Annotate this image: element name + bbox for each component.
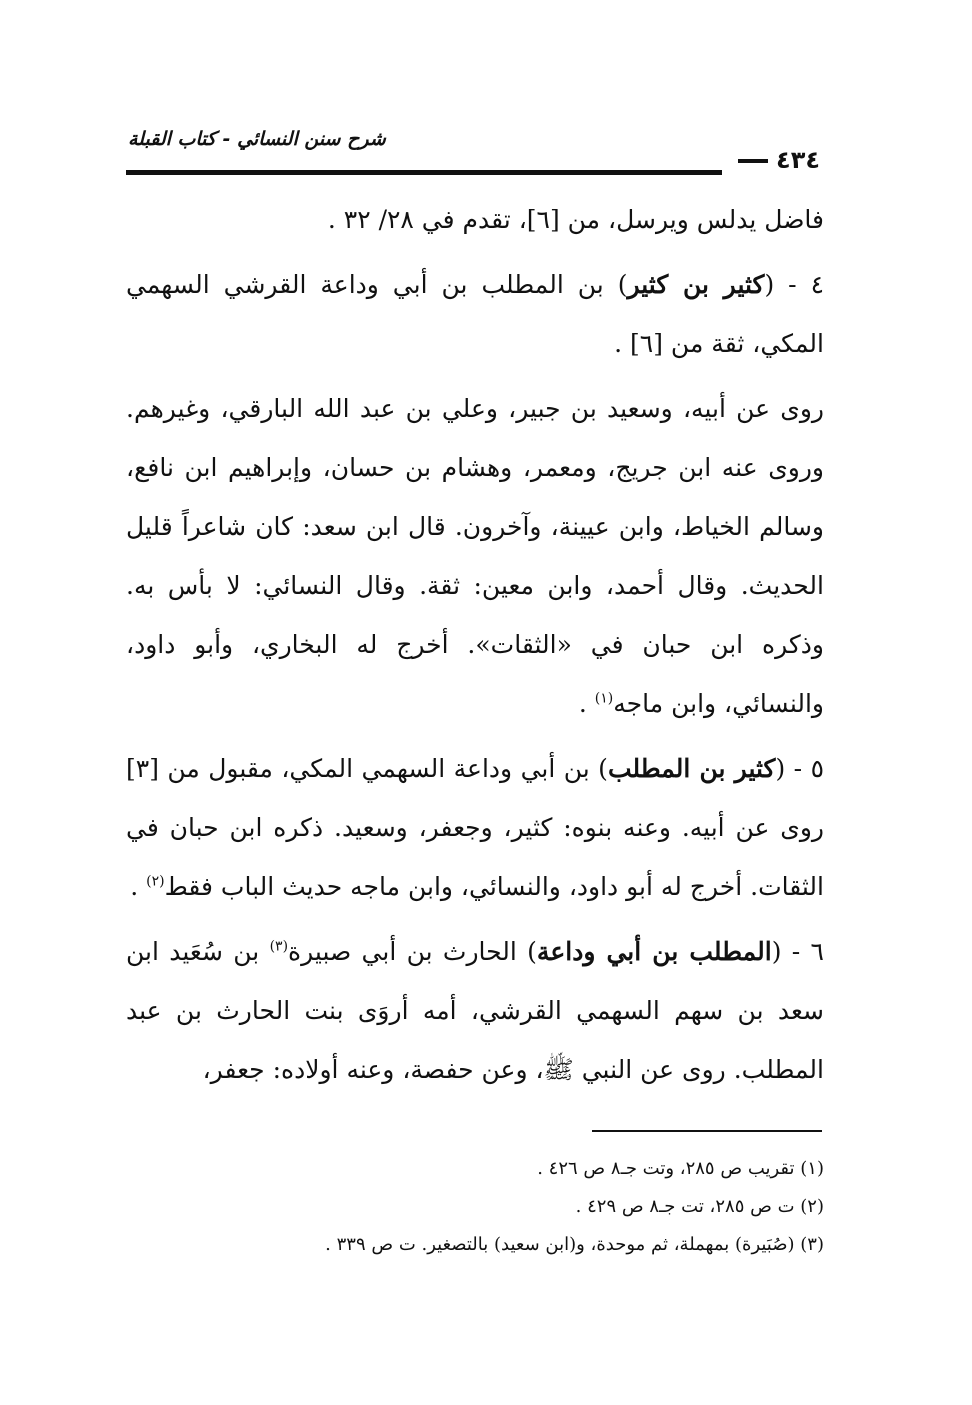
footnote-ref-1: (١) xyxy=(594,690,614,707)
paragraph-2 xyxy=(126,255,824,373)
paragraph-3 xyxy=(126,379,824,733)
paragraph-4-end: . xyxy=(130,872,147,901)
page-number-dash xyxy=(738,159,768,163)
footnotes xyxy=(126,1150,824,1264)
paragraph-4 xyxy=(126,739,824,916)
footnote-2: (٢) ت ص ٢٨٥، تت جـ٨ ص ٤٢٩ . xyxy=(575,1196,824,1217)
entry-text-6a: ) الحارث بن أبي صبيرة xyxy=(288,937,537,966)
entry-text-4: ) بن المطلب بن أبي وداعة القرشي السهمي المكي، ثقة من [٦] . xyxy=(126,270,824,358)
paragraph-3-end: . xyxy=(578,689,595,718)
entry-number-5: ٥ - ( xyxy=(775,754,824,783)
paragraph-5 xyxy=(126,922,824,1099)
entry-text-5: ) بن أبي وداعة السهمي المكي، مقبول من [٣] روى عن أبيه. وعنه بنوه: كثير، وجعفر، وسعيد. ذكره ابن حبان في الثقات. أخرج له أبو داود، والنسائي، وابن ماجه حديث الباب فقط xyxy=(126,754,824,901)
page-number-text: ٤٣٤ xyxy=(776,146,820,174)
footnote-rule xyxy=(592,1130,822,1132)
paragraph-1: فاضل يدلس ويرسل، من [٦]، تقدم في ٢٨/ ٣٢ . xyxy=(327,205,824,234)
biography-text: روى عن أبيه، وسعيد بن جبير، وعلي بن عبد الله البارقي، وغيرهم. وروى عنه ابن جريج، ومعمر، وهشام بن حسان، وإبراهيم ابن نافع، وسالم الخياط، وابن عيينة، وآخرون. قال ابن سعد: كان شاعراً قليل الحديث. وقال أحمد، وابن معين: ثقة. وقال النسائي: لا بأس به. وذكره ابن حبان في «الثقات». أخرج له البخاري، وأبو داود، والنسائي، وابن ماجه xyxy=(126,394,824,718)
entry-number-4: ٤ - ( xyxy=(764,270,824,299)
footnote-1: (١) تقريب ص ٢٨٥، وتت جـ٨ ص ٤٢٦ . xyxy=(537,1158,824,1179)
running-title: شرح سنن النسائي - كتاب القبلة xyxy=(128,128,386,150)
narrator-name-almuttalib: المطلب بن أبي وداعة xyxy=(536,937,772,966)
footnote-3: (٣) (صُبَيرة) بمهملة، ثم موحدة، و(ابن سعيد) بالتصغير. ت ص ٣٣٩ . xyxy=(325,1234,824,1255)
header-rule xyxy=(126,170,722,175)
narrator-name-kathir-bin-almuttalib: كثير بن المطلب xyxy=(607,754,776,783)
entry-number-6: ٦ - ( xyxy=(771,937,824,966)
page-number xyxy=(720,146,820,174)
entry-text-6b: بن سُعَيد ابن سعد بن سهم السهمي القرشي، أمه أروَى بنت الحارث بن عبد المطلب. روى عن النبي ﷺ، وعن حفصة، وعنه أولاده: جعفر، xyxy=(126,937,824,1084)
narrator-name-kathir-bin-kathir: كثير بن كثير xyxy=(627,270,765,299)
footnote-ref-3: (٣) xyxy=(269,938,289,955)
footnote-ref-2: (٢) xyxy=(146,873,165,890)
main-text xyxy=(126,190,824,1099)
